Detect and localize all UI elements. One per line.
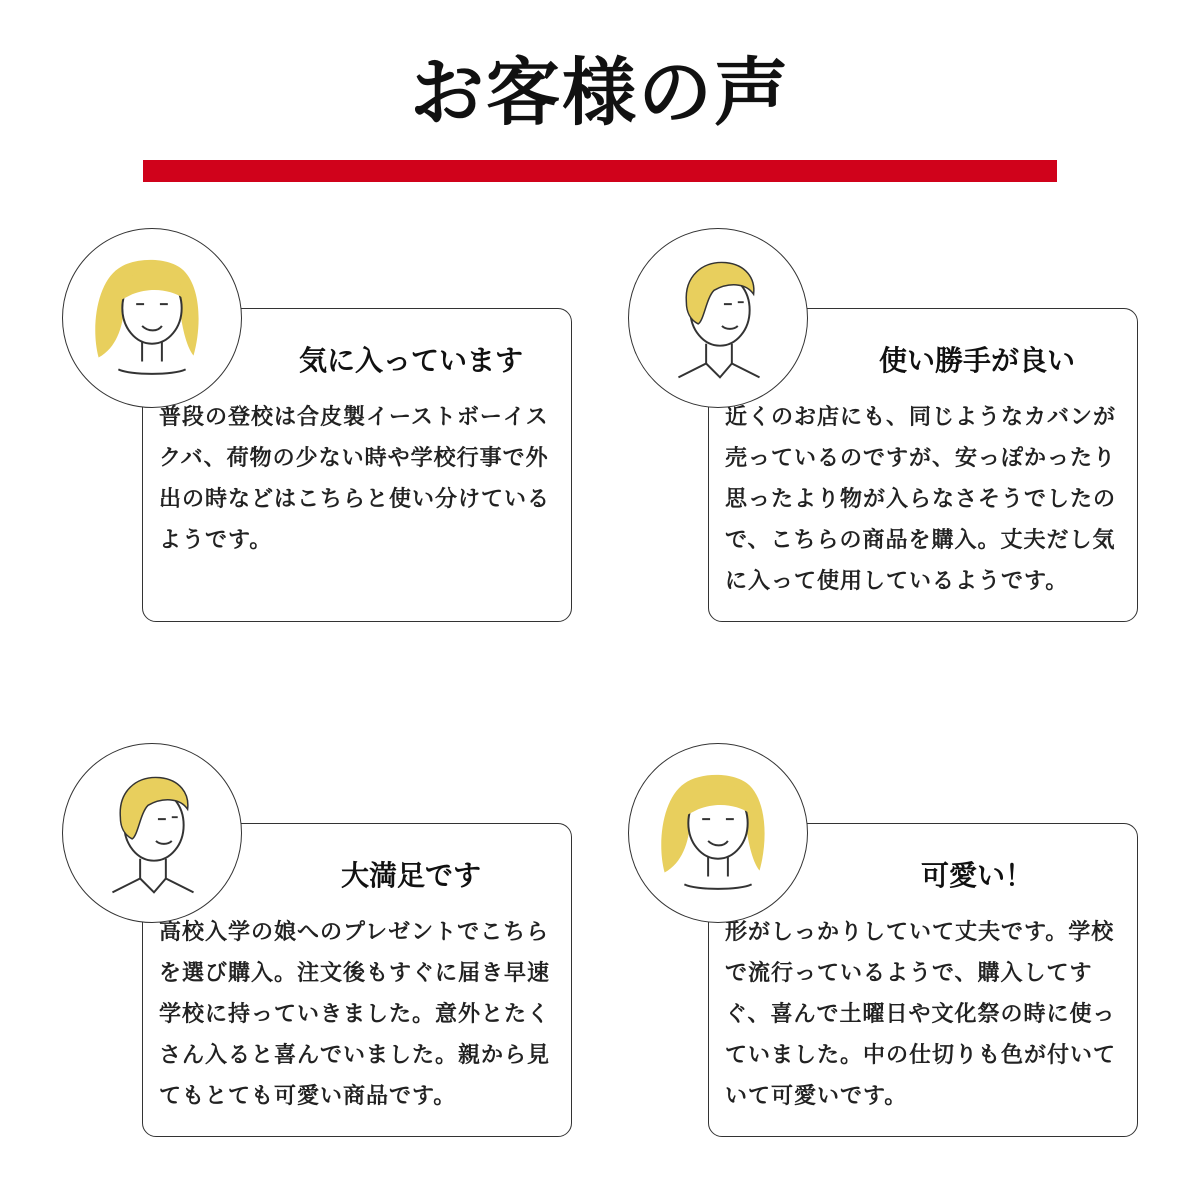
review-card bbox=[628, 743, 1148, 1109]
review-body: 近くのお店にも、同じようなカバンが売っているのですが、安っぽかったり思ったより物が入らなさそうでしたので、こちらの商品を購入。丈夫だし気に入って使用しているようです。 bbox=[725, 405, 1117, 594]
man-short-hair-icon bbox=[62, 743, 242, 923]
woman-long-hair-icon bbox=[628, 743, 808, 923]
review-card bbox=[62, 743, 582, 1109]
review-heading: 大満足です bbox=[340, 859, 481, 892]
review-heading: 気に入っています bbox=[298, 344, 523, 377]
review-card bbox=[628, 228, 1148, 594]
woman-long-hair-icon bbox=[62, 228, 242, 408]
title-underline bbox=[143, 160, 1057, 182]
man-short-hair-icon bbox=[628, 228, 808, 408]
review-heading: 可愛い！ bbox=[920, 859, 1033, 892]
review-body: 普段の登校は合皮製イーストボーイスクバ、荷物の少ない時や学校行事で外出の時などはこちらと使い分けているようです。 bbox=[159, 405, 551, 553]
page-title: お客様の声 bbox=[410, 50, 790, 136]
review-heading: 使い勝手が良い bbox=[878, 344, 1075, 377]
review-card bbox=[62, 228, 582, 558]
review-body: 形がしっかりしていて丈夫です。学校で流行っているようで、購入してすぐ、喜んで土曜日や文化祭の時に使っていました。中の仕切りも色が付いていて可愛いです。 bbox=[725, 920, 1117, 1109]
review-body: 高校入学の娘へのプレゼントでこちらを選び購入。注文後もすぐに届き早速学校に持っていきました。意外とたくさん入ると喜んでいました。親から見てもとても可愛い商品です。 bbox=[159, 920, 551, 1109]
